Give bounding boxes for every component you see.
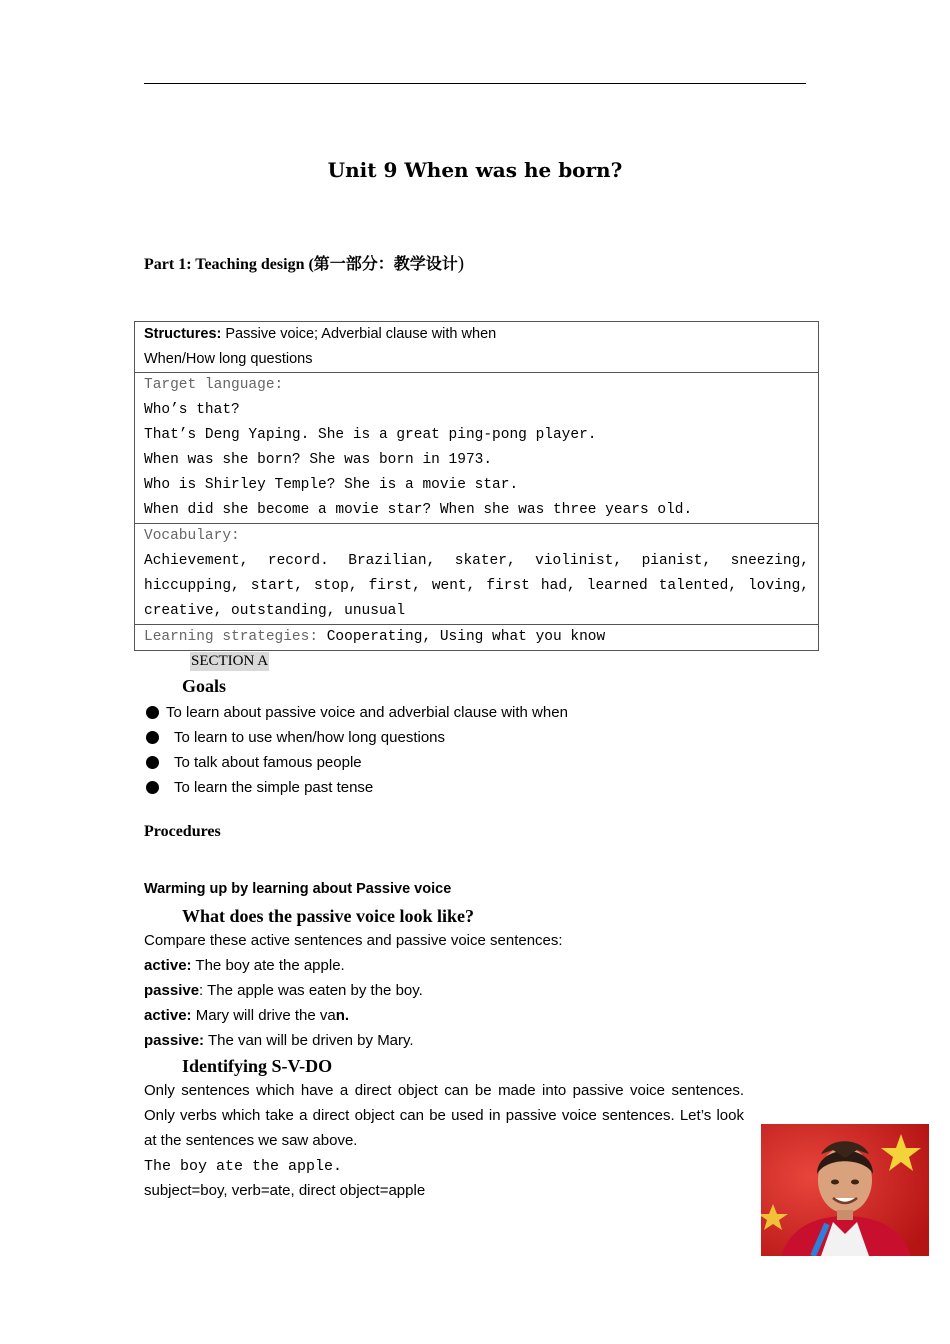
part-heading-text: Part 1: Teaching design (第一部分：教学设计 xyxy=(144,256,458,273)
header-rule xyxy=(144,83,806,84)
identify-paragraph: Only sentences which have a direct object can be made into passive voice sentences. Only verbs which take a direct object can be used in passive voice sentences. Let’s look at the sentences we saw above. xyxy=(144,1082,744,1149)
lesson-overview-table xyxy=(134,321,819,651)
target-line: When was she born? She was born in 1973. xyxy=(144,452,493,468)
example-passive-2: passive: The van will be driven by Mary. xyxy=(144,1032,414,1049)
example-active-2: active: Mary will drive the van. xyxy=(144,1007,350,1024)
vocabulary-label: Vocabulary: xyxy=(144,528,240,544)
part-heading-close-paren: ) xyxy=(457,253,465,274)
goals-list xyxy=(144,700,804,800)
athlete-photo-illustration xyxy=(761,1124,929,1256)
target-language-row xyxy=(135,373,819,524)
goal-item: To learn about passive voice and adverbial clause with when xyxy=(144,700,804,725)
structures-row xyxy=(135,322,819,373)
goals-heading: Goals xyxy=(182,676,227,696)
strategies-row xyxy=(135,625,819,651)
warming-up-heading: Warming up by learning about Passive voice xyxy=(144,881,452,897)
strategies-text: Cooperating, Using what you know xyxy=(318,629,606,645)
target-line: That’s Deng Yaping. She is a great ping-pong player. xyxy=(144,427,597,443)
passive-voice-heading: What does the passive voice look like? xyxy=(182,906,475,926)
structures-label: Structures: xyxy=(144,326,222,342)
vocabulary-text: Achievement, record. Brazilian, skater, violinist, pianist, sneezing, hiccupping, start, stop, first, went, first had, learned talented, loving, creative, outstanding, unusual xyxy=(144,553,809,619)
identifying-heading: Identifying S-V-DO xyxy=(182,1056,333,1076)
structures-line2: When/How long questions xyxy=(144,351,313,367)
svo-analysis: subject=boy, verb=ate, direct object=apple xyxy=(144,1182,426,1199)
goal-item: To learn the simple past tense xyxy=(144,775,804,800)
part-heading xyxy=(144,251,464,275)
bullet-icon xyxy=(146,706,159,719)
structures-text: Passive voice; Adverbial clause with when xyxy=(221,326,497,342)
target-language-label: Target language: xyxy=(144,377,284,393)
vocabulary-row xyxy=(135,524,819,625)
section-a-label: SECTION A xyxy=(191,653,269,669)
athlete-photo xyxy=(761,1124,929,1256)
goal-item: To talk about famous people xyxy=(144,750,804,775)
example-passive-1: passive: The apple was eaten by the boy. xyxy=(144,982,423,999)
strategies-label: Learning strategies: xyxy=(144,629,319,645)
bullet-icon xyxy=(146,756,159,769)
compare-intro: Compare these active sentences and passive voice sentences: xyxy=(144,932,563,949)
example-active-1: active: The boy ate the apple. xyxy=(144,957,345,974)
bullet-icon xyxy=(146,781,159,794)
target-line: Who’s that? xyxy=(144,402,240,418)
procedures-heading: Procedures xyxy=(144,823,221,840)
example-sentence: The boy ate the apple. xyxy=(144,1158,343,1175)
target-line: Who is Shirley Temple? She is a movie star. xyxy=(144,477,519,493)
bullet-icon xyxy=(146,731,159,744)
document-title: Unit 9 When was he born? xyxy=(327,158,623,182)
target-line: When did she become a movie star? When she was three years old. xyxy=(144,502,693,518)
goal-item: To learn to use when/how long questions xyxy=(144,725,804,750)
